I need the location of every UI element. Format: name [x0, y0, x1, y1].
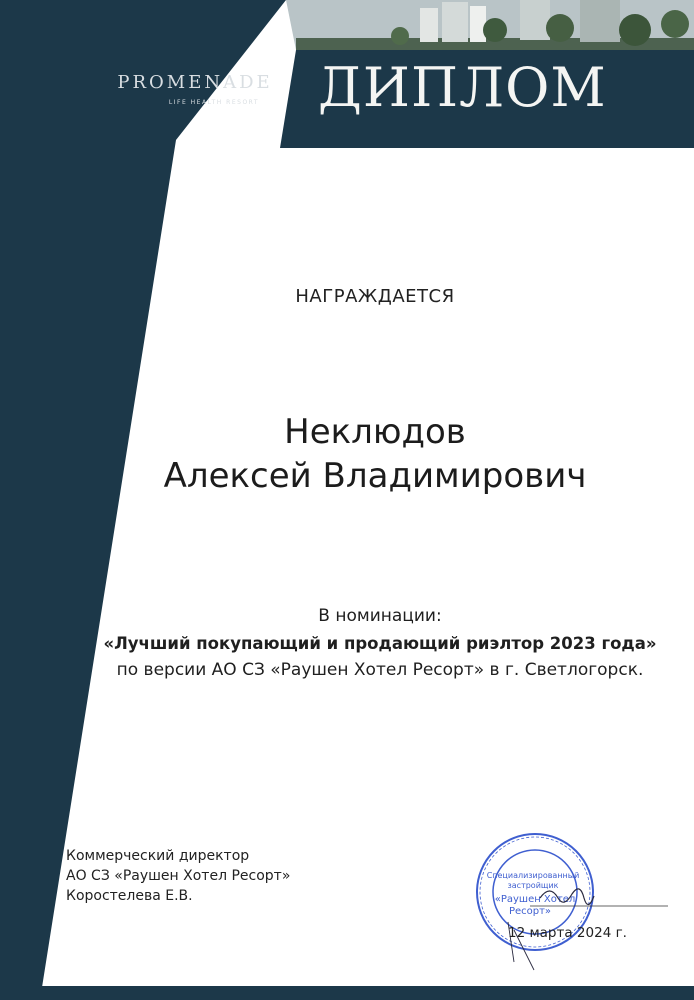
resort-photo-strip — [286, 0, 694, 50]
signatory-position: Коммерческий директор — [66, 848, 250, 864]
nomination-intro: В номинации: — [318, 606, 442, 626]
diploma-title: ДИПЛОМ — [318, 56, 607, 119]
recipient-name — [60, 410, 690, 498]
logo-tagline: LIFE HEALTH RESORT — [168, 99, 260, 106]
signatory-person: Коростелева Е.В. — [66, 888, 193, 904]
recipient-given-names: Алексей Владимирович — [163, 456, 587, 496]
issue-date: 12 марта 2024 г. — [508, 925, 627, 941]
nomination-by: по версии АО СЗ «Раушен Хотел Ресорт» в г. Светлогорск. — [116, 660, 644, 680]
awarded-label: НАГРАЖДАЕТСЯ — [295, 286, 455, 307]
company-stamp — [470, 830, 670, 990]
nomination-title: «Лучший покупающий и продающий риэлтор 2023 года» — [103, 634, 657, 653]
stamp-inner-line1: Специализированный — [486, 871, 580, 880]
stamp-inner-line4: Ресорт» — [508, 906, 552, 917]
signatory-block — [66, 846, 290, 906]
signatory-company: АО СЗ «Раушен Хотел Ресорт» — [66, 868, 291, 884]
stamp-inner-line2: застройщик — [507, 881, 559, 890]
promenade-logo — [100, 72, 290, 106]
logo-name: PROMENADE — [117, 72, 273, 93]
stamp-inner-line3: «Раушен Хотел — [494, 894, 576, 905]
recipient-surname: Неклюдов — [284, 412, 466, 452]
nomination-block — [60, 603, 694, 684]
